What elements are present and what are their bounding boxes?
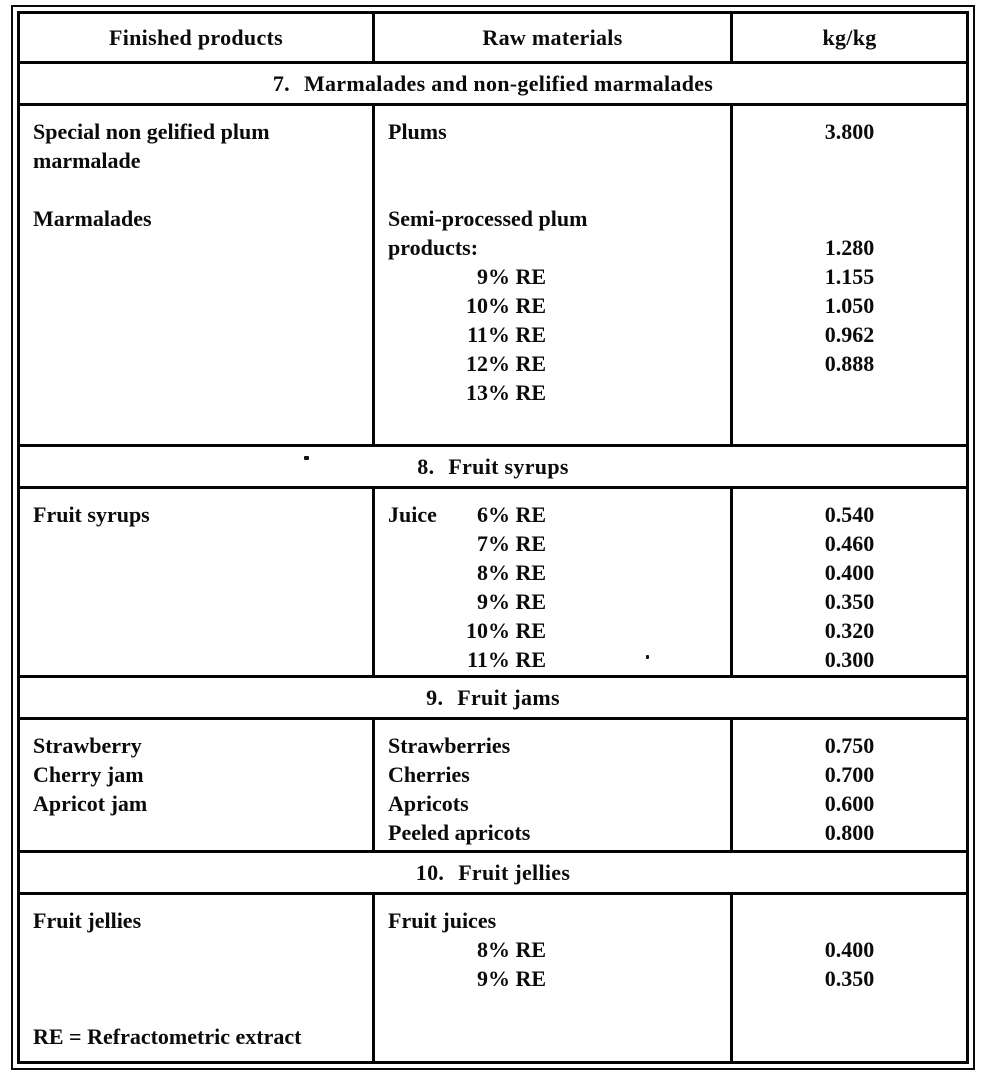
- kg-ratio-value: 0.400: [824, 937, 875, 962]
- empty-line: [20, 175, 372, 204]
- raw-material-label: Semi-processed plum: [388, 206, 588, 231]
- empty-line: [733, 906, 966, 935]
- kg-ratio-value: 1.280: [824, 235, 875, 260]
- empty-line: [20, 616, 372, 645]
- kg-ratio-value: 0.400: [824, 560, 875, 585]
- empty-line: [375, 993, 730, 1022]
- empty-line: [20, 529, 372, 558]
- raw-material-label: Fruit juices: [388, 908, 497, 933]
- header-cell-finished-products: Finished products: [20, 14, 375, 61]
- empty-line: [20, 233, 372, 262]
- section-heading: [20, 64, 966, 106]
- finished-product-label: Strawberry: [33, 733, 142, 758]
- section-body: [20, 895, 966, 1061]
- raw-materials-column: [375, 720, 733, 850]
- re-percentage-label: 8% RE: [476, 560, 546, 585]
- raw-material-label: Plums: [388, 119, 447, 144]
- finished-products-column: [20, 489, 375, 675]
- header-cell-kg-per-kg: kg/kg: [822, 24, 877, 50]
- empty-line: [20, 262, 372, 291]
- kg-ratio-value: 1.050: [824, 293, 875, 318]
- re-percentage-label: 11% RE: [467, 322, 546, 347]
- re-percentage-label: 6% RE: [476, 502, 546, 527]
- re-percentage-label: 11% RE: [467, 647, 546, 672]
- ratio-column: [733, 895, 966, 1061]
- finished-products-column: [20, 895, 375, 1061]
- re-percentage-label: 13% RE: [465, 380, 546, 405]
- empty-line: [375, 1022, 730, 1051]
- empty-line: [20, 320, 372, 349]
- finished-product-label: Fruit syrups: [33, 502, 150, 527]
- kg-ratio-value: 0.460: [824, 531, 875, 556]
- raw-material-label: [375, 935, 730, 964]
- raw-material-label: [375, 964, 730, 993]
- section-number: 8.: [417, 453, 435, 479]
- raw-material-label: [375, 529, 730, 558]
- re-percentage-label: 7% RE: [476, 531, 546, 556]
- raw-material-label: Cherries: [388, 762, 470, 787]
- re-percentage-label: 9% RE: [476, 589, 546, 614]
- section-number: 7.: [272, 70, 290, 96]
- empty-line: [733, 146, 966, 175]
- section-number: 9.: [426, 684, 444, 710]
- table-section: [20, 678, 966, 853]
- empty-line: [20, 964, 372, 993]
- raw-material-label: Apricots: [388, 791, 469, 816]
- finished-product-label: marmalade: [33, 148, 141, 173]
- table-sections: [20, 64, 966, 1061]
- re-percentage-label: 10% RE: [465, 293, 546, 318]
- re-percentage-label: 8% RE: [476, 937, 546, 962]
- empty-line: [733, 204, 966, 233]
- ratio-column: [733, 720, 966, 850]
- section-heading: [20, 853, 966, 895]
- section-title: Fruit syrups: [448, 453, 569, 479]
- raw-materials-column: [375, 895, 733, 1061]
- finished-products-column: [20, 720, 375, 850]
- raw-material-label: Strawberries: [388, 733, 511, 758]
- section-heading: [20, 447, 966, 489]
- raw-material-label: [375, 262, 730, 291]
- empty-line: [20, 349, 372, 378]
- empty-line: [20, 291, 372, 320]
- kg-ratio-value: 0.600: [824, 791, 875, 816]
- section-title: Marmalades and non-gelified marmalades: [303, 70, 714, 96]
- kg-ratio-value: 0.350: [824, 589, 875, 614]
- header-cell-raw-materials: Raw materials: [375, 14, 733, 61]
- finished-products-column: [20, 106, 375, 444]
- kg-ratio-value: 0.300: [824, 647, 875, 672]
- empty-line: [20, 587, 372, 616]
- empty-line: [20, 558, 372, 587]
- table-section: [20, 853, 966, 1061]
- empty-line: [20, 818, 372, 847]
- empty-line: [20, 993, 372, 1022]
- re-percentage-label: 10% RE: [465, 618, 546, 643]
- table-header-row: [20, 14, 966, 64]
- table-inner-frame: [17, 11, 969, 1064]
- raw-material-label: [375, 587, 730, 616]
- table-section: [20, 447, 966, 678]
- finished-product-label: Special non gelified plum: [33, 119, 270, 144]
- section-title: Fruit jams: [457, 684, 560, 710]
- raw-material-label: [375, 500, 730, 529]
- raw-materials-column: [375, 106, 733, 444]
- raw-material-prefix: Juice: [388, 502, 437, 527]
- raw-material-label: [375, 645, 730, 674]
- kg-ratio-value: 0.800: [824, 820, 875, 845]
- kg-ratio-value: 0.320: [824, 618, 875, 643]
- section-body: [20, 720, 966, 853]
- re-percentage-label: 12% RE: [465, 351, 546, 376]
- section-body: [20, 106, 966, 447]
- raw-material-label: products:: [388, 235, 479, 260]
- scan-speckle: [304, 456, 309, 460]
- table-section: [20, 64, 966, 447]
- raw-materials-column: [375, 489, 733, 675]
- raw-material-label: [375, 558, 730, 587]
- empty-line: [733, 1022, 966, 1051]
- raw-material-label: [375, 349, 730, 378]
- ratio-column: [733, 106, 966, 444]
- finished-product-label: Apricot jam: [33, 791, 148, 816]
- empty-line: [733, 993, 966, 1022]
- finished-product-label: Cherry jam: [33, 762, 144, 787]
- kg-ratio-value: 0.540: [824, 502, 875, 527]
- empty-line: [20, 378, 372, 407]
- re-percentage-label: 9% RE: [476, 264, 546, 289]
- raw-material-label: [375, 320, 730, 349]
- scan-speckle: [646, 655, 649, 659]
- section-body: [20, 489, 966, 678]
- table-outer-frame: [11, 5, 975, 1070]
- raw-material-label: [375, 291, 730, 320]
- empty-line: [375, 146, 730, 175]
- kg-ratio-value: 0.700: [824, 762, 875, 787]
- kg-ratio-value: 0.962: [824, 322, 875, 347]
- empty-line: [733, 378, 966, 407]
- section-heading: [20, 678, 966, 720]
- kg-ratio-value: 3.800: [824, 119, 875, 144]
- section-number: 10.: [415, 859, 445, 885]
- re-percentage-label: 9% RE: [476, 966, 546, 991]
- empty-line: [733, 175, 966, 204]
- kg-ratio-value: 0.350: [824, 966, 875, 991]
- ratio-column: [733, 489, 966, 675]
- empty-line: [20, 935, 372, 964]
- empty-line: [20, 645, 372, 674]
- finished-product-label: Marmalades: [33, 206, 152, 231]
- raw-material-label: [375, 616, 730, 645]
- section-title: Fruit jellies: [458, 859, 571, 885]
- finished-product-label: Fruit jellies: [33, 908, 142, 933]
- kg-ratio-value: 0.750: [824, 733, 875, 758]
- empty-line: [375, 175, 730, 204]
- raw-material-label: [375, 378, 730, 407]
- kg-ratio-value: 0.888: [824, 351, 875, 376]
- raw-material-label: Peeled apricots: [388, 820, 531, 845]
- re-footnote: RE = Refractometric extract: [33, 1024, 302, 1049]
- kg-ratio-value: 1.155: [824, 264, 875, 289]
